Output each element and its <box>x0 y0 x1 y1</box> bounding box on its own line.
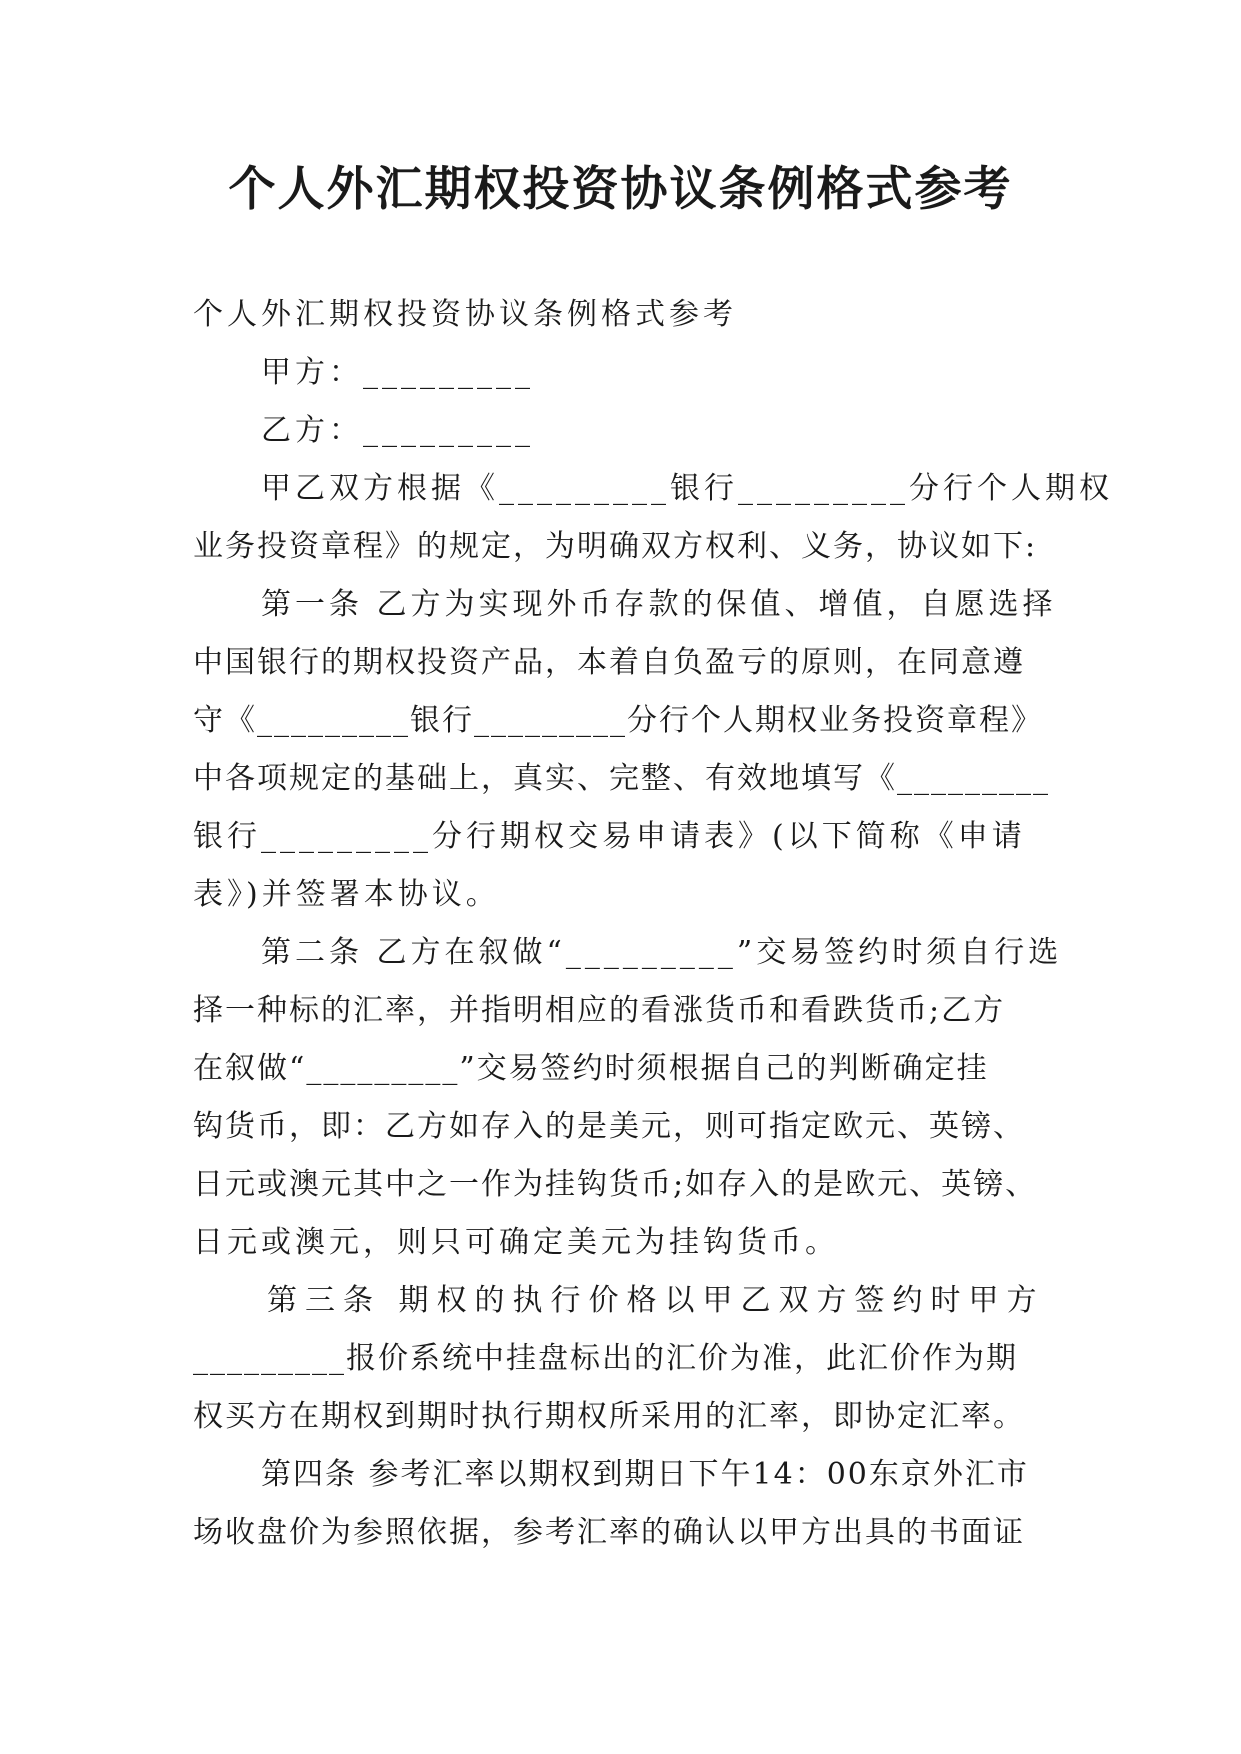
intro-line-1: 甲乙双方根据《_________银行_________分行个人期权 <box>261 471 1113 506</box>
article-3-line-2: _________报价系统中挂盘标出的汇价为准，此汇价作为期 <box>193 1341 1018 1376</box>
document-subtitle: 个人外汇期权投资协议条例格式参考 <box>193 297 737 332</box>
article-2-line-6: 日元或澳元，则只可确定美元为挂钩货币。 <box>193 1225 839 1260</box>
document-title: 个人外汇期权投资协议条例格式参考 <box>228 162 1013 217</box>
article-1-line-1: 第一条 乙方为实现外币存款的保值、增值，自愿选择 <box>261 587 1057 622</box>
article-1-line-3: 守《_________银行_________分行个人期权业务投资章程》 <box>193 703 1043 738</box>
article-4 <box>193 1446 1050 1562</box>
article-1-line-6: 表》)并签署本协议。 <box>193 877 500 912</box>
document-body <box>193 286 1113 1562</box>
article-3-line-1: 第三条 期权的执行价格以甲乙双方签约时甲方 <box>267 1283 1045 1318</box>
article-4-line-2: 场收盘价为参照依据，参考汇率的确认以甲方出具的书面证 <box>193 1515 1025 1550</box>
party-a-line: 甲方：_________ <box>261 355 534 390</box>
article-1-line-5: 银行_________分行期权交易申请表》(以下简称《申请 <box>193 819 1026 854</box>
article-2-line-4: 钩货币，即：乙方如存入的是美元，则可指定欧元、英镑、 <box>193 1109 1025 1144</box>
article-1 <box>193 576 1057 924</box>
article-3-line-3: 权买方在期权到期时执行期权所采用的汇率，即协定汇率。 <box>193 1399 1025 1434</box>
article-2 <box>193 924 1063 1272</box>
article-1-line-4: 中各项规定的基础上，真实、完整、有效地填写《_________ <box>193 761 1050 796</box>
intro-paragraph <box>193 460 1113 576</box>
article-2-line-1: 第二条 乙方在叙做“_________”交易签约时须自行选 <box>261 935 1063 970</box>
article-3 <box>193 1272 1050 1446</box>
party-b-line: 乙方：_________ <box>261 413 534 448</box>
article-2-line-2: 择一种标的汇率，并指明相应的看涨货币和看跌货币;乙方 <box>193 993 1006 1028</box>
article-2-line-3: 在叙做“_________”交易签约时须根据自己的判断确定挂 <box>193 1051 989 1086</box>
article-4-line-1: 第四条 参考汇率以期权到期日下午14：00东京外汇市 <box>261 1457 1029 1492</box>
article-1-line-2: 中国银行的期权投资产品，本着自负盈亏的原则，在同意遵 <box>193 645 1025 680</box>
intro-line-2: 业务投资章程》的规定，为明确双方权利、义务，协议如下: <box>193 529 1038 564</box>
article-2-line-5: 日元或澳元其中之一作为挂钩货币;如存入的是欧元、英镑、 <box>193 1167 1038 1202</box>
